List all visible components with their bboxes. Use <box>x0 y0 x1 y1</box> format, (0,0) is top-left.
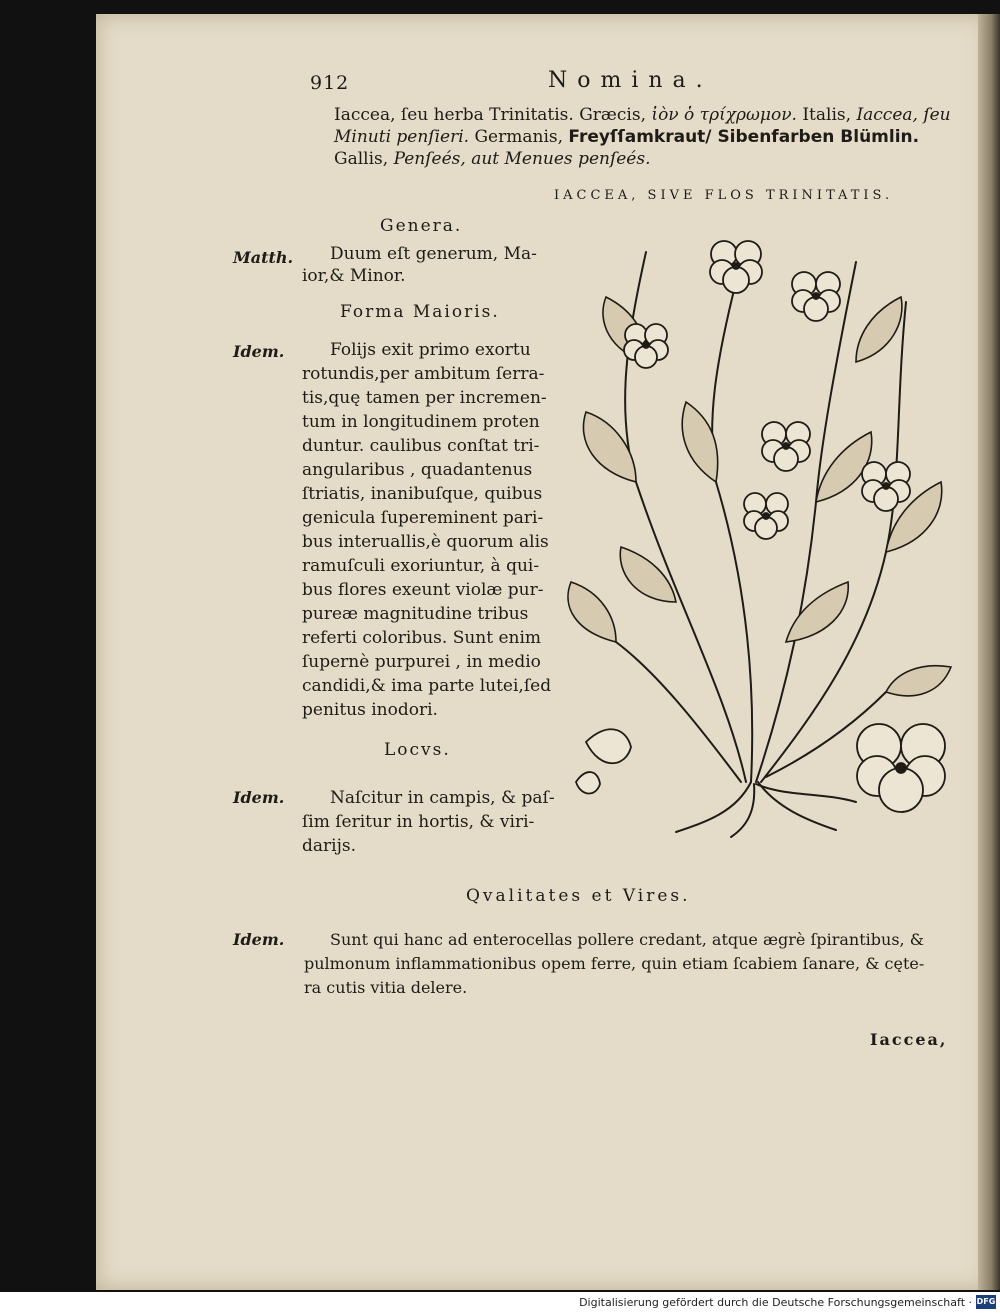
names-germanis-value: Freyſſamkraut/ Sibenfarben Blümlin. <box>568 127 920 147</box>
forma-line: penitus inodori. <box>302 700 438 720</box>
names-gallis-label: Gallis, <box>334 149 389 169</box>
forma-marginal-note: Idem. <box>233 342 285 361</box>
names-italis-label: Italis, <box>802 105 852 125</box>
names-gallis-value: Penſeés, aut Menues penſeés. <box>393 149 651 169</box>
locus-line: darijs. <box>302 836 356 856</box>
names-italis-value: Iaccea, ſeu Minuti penſieri. <box>334 105 951 147</box>
genera-marginal-note: Matth. <box>233 248 294 267</box>
names-lead: Iaccea, ſeu herba Trinitatis. Græcis, <box>334 105 646 125</box>
running-head: Nomina. <box>548 68 713 93</box>
forma-line: genicula ſupereminent pari- <box>302 508 544 528</box>
forma-line: referti coloribus. Sunt enim <box>302 628 542 648</box>
qualitates-heading: Qvalitates et Vires. <box>466 886 691 906</box>
qualitates-line: ra cutis vitia delere. <box>304 978 468 997</box>
forma-line: duntur. caulibus conſtat tri- <box>302 436 540 456</box>
forma-line: Folijs exit primo exortu <box>330 340 531 360</box>
page-number: 912 <box>310 72 350 94</box>
dfg-logo: DFG <box>976 1295 996 1309</box>
forma-line: tum in longitudinem proten <box>302 412 540 432</box>
footer-credit: Digitalisierung gefördert durch die Deutsche Forschungsgemeinschaft · <box>579 1296 972 1309</box>
forma-line: ſupernè purpurei , in medio <box>302 652 541 672</box>
forma-line: ramuſculi exoriuntur, à qui- <box>302 556 540 576</box>
qualitates-line: Sunt qui hanc ad enterocellas pollere credant, atque ægrè ſpirantibus, & <box>330 930 924 949</box>
forma-heading: Forma Maioris. <box>340 302 500 322</box>
forma-line: angularibus , quadantenus <box>302 460 533 480</box>
forma-line: bus flores exeunt violæ pur- <box>302 580 544 600</box>
qualitates-marginal-note: Idem. <box>233 930 285 949</box>
book-spine-edge <box>978 14 1000 1290</box>
woodcut-illustration-viola-tricolor <box>556 222 966 842</box>
forma-line: pureæ magnitudine tribus <box>302 604 529 624</box>
forma-line: ſtriatis, inanibuſque, quibus <box>302 484 543 504</box>
locus-heading: Locvs. <box>384 740 451 760</box>
genera-heading: Genera. <box>380 216 463 236</box>
forma-line: candidi,& ima parte lutei,ſed <box>302 676 552 696</box>
forma-line: bus interuallis,è quorum alis <box>302 532 549 552</box>
names-germanis-label: Germanis, <box>474 127 564 147</box>
figure-caption: IACCEA, SIVE FLOS TRINITATIS. <box>554 188 894 203</box>
catchword: Iaccea, <box>870 1030 948 1049</box>
forma-line: rotundis,per ambitum ſerra- <box>302 364 545 384</box>
genera-line: Duum eſt generum, Ma- <box>330 244 537 264</box>
locus-marginal-note: Idem. <box>233 788 285 807</box>
locus-line: ſim ſeritur in hortis, & viri- <box>302 812 535 832</box>
genera-line: ior,& Minor. <box>302 266 406 286</box>
forma-line: tis,quę tamen per incremen- <box>302 388 547 408</box>
plant-names-paragraph <box>334 104 974 170</box>
locus-line: Naſcitur in campis, & paſ- <box>330 788 555 808</box>
names-greek: ἰὸν ὁ τρίχρωμον. <box>651 105 797 125</box>
qualitates-line: pulmonum inflammationibus opem ferre, quin etiam ſcabiem ſanare, & cęte- <box>304 954 925 973</box>
